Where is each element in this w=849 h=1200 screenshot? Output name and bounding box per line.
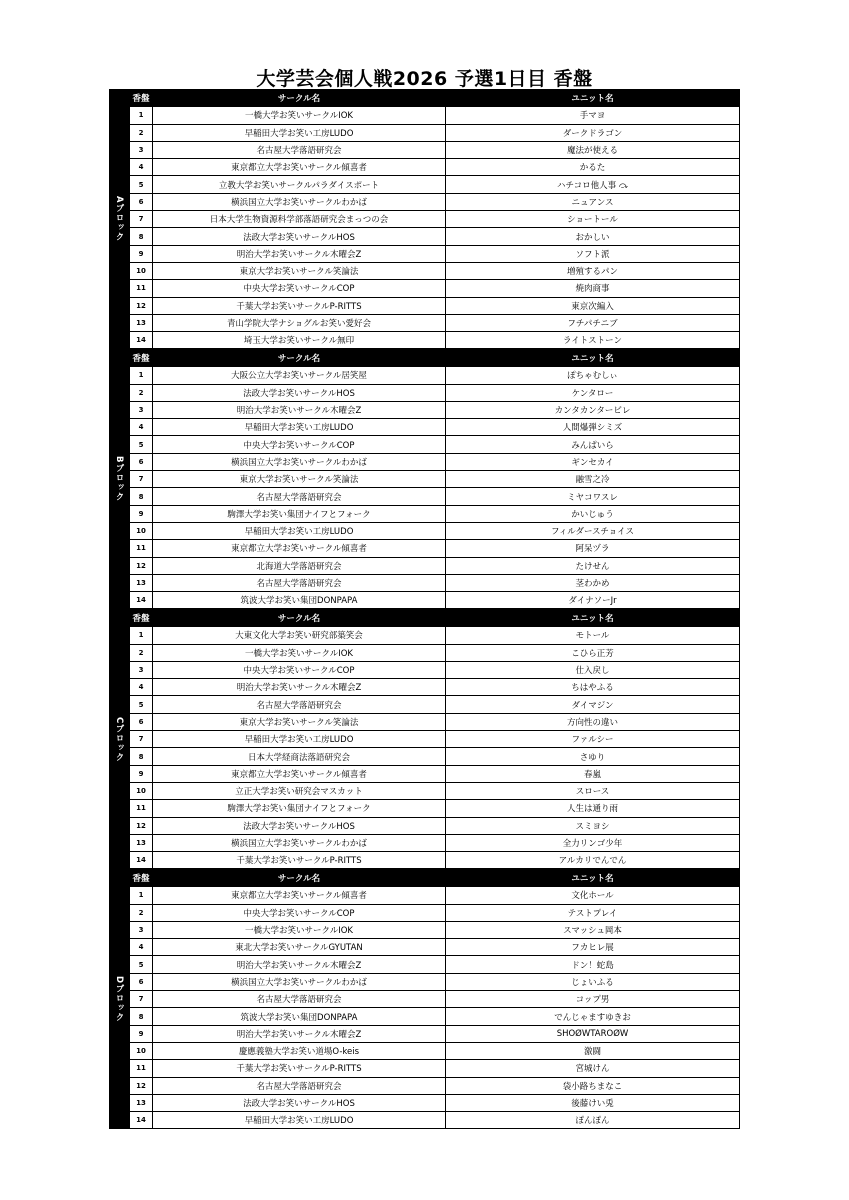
circle-name: 早稲田大学お笑い工房LUDO bbox=[153, 1112, 446, 1129]
header-circle: サークル名 bbox=[153, 870, 446, 887]
table-row bbox=[130, 713, 740, 730]
circle-name: 日本大学経商法落語研究会 bbox=[153, 748, 446, 765]
unit-name: 焼肉商事 bbox=[446, 280, 740, 297]
table-row bbox=[130, 332, 740, 349]
unit-name: ぽんぽん bbox=[446, 1112, 740, 1129]
circle-name: 慶應義塾大学お笑い道場O-keis bbox=[153, 1042, 446, 1059]
circle-name: 明治大学お笑いサークル木曜会Z bbox=[153, 1025, 446, 1042]
table-row bbox=[130, 436, 740, 453]
circle-name: 東京都立大学お笑いサークル傾喜者 bbox=[153, 540, 446, 557]
circle-name: 中央大学お笑いサークルCOP bbox=[153, 436, 446, 453]
order-number: 14 bbox=[130, 1112, 153, 1129]
unit-name: コップ男 bbox=[446, 991, 740, 1008]
unit-name: みんぱいら bbox=[446, 436, 740, 453]
block-label: Aブロック bbox=[114, 196, 124, 243]
circle-name: 千葉大学お笑いサークルP-RITTS bbox=[153, 297, 446, 314]
table-row bbox=[130, 159, 740, 176]
order-number: 1 bbox=[130, 107, 153, 124]
header-order: 香盤 bbox=[130, 90, 153, 107]
block-label: Bブロック bbox=[114, 456, 124, 502]
order-number: 3 bbox=[130, 141, 153, 158]
unit-name: テストプレイ bbox=[446, 904, 740, 921]
circle-name: 法政大学お笑いサークルHOS bbox=[153, 817, 446, 834]
table-row bbox=[130, 887, 740, 904]
table-row bbox=[130, 228, 740, 245]
order-number: 11 bbox=[130, 280, 153, 297]
order-number: 13 bbox=[130, 574, 153, 591]
order-number: 7 bbox=[130, 471, 153, 488]
unit-name: ソフト派 bbox=[446, 245, 740, 262]
block-label: Cブロック bbox=[114, 716, 124, 762]
unit-name: おかしい bbox=[446, 228, 740, 245]
unit-name: ダイナソーJr bbox=[446, 592, 740, 609]
table-row bbox=[130, 748, 740, 765]
block-1 bbox=[109, 349, 740, 609]
unit-name: ダークドラゴン bbox=[446, 124, 740, 141]
order-number: 12 bbox=[130, 817, 153, 834]
order-number: 1 bbox=[130, 887, 153, 904]
table-row bbox=[130, 574, 740, 591]
block-label-bar bbox=[109, 869, 129, 1129]
order-number: 14 bbox=[130, 332, 153, 349]
order-number: 1 bbox=[130, 627, 153, 644]
order-number: 13 bbox=[130, 314, 153, 331]
table-row bbox=[130, 696, 740, 713]
table-row bbox=[130, 1077, 740, 1094]
unit-name: でんじゃますゆきお bbox=[446, 1008, 740, 1025]
circle-name: 一橋大学お笑いサークルIOK bbox=[153, 107, 446, 124]
circle-name: 横浜国立大学お笑いサークルわかば bbox=[153, 193, 446, 210]
circle-name: 東京大学お笑いサークル笑論法 bbox=[153, 471, 446, 488]
order-number: 9 bbox=[130, 1025, 153, 1042]
order-number: 3 bbox=[130, 401, 153, 418]
header-circle: サークル名 bbox=[153, 350, 446, 367]
table-row bbox=[130, 384, 740, 401]
header-unit: ユニット名 bbox=[446, 90, 740, 107]
table-row bbox=[130, 245, 740, 262]
table-row bbox=[130, 453, 740, 470]
block-table bbox=[129, 89, 740, 349]
table-row bbox=[130, 939, 740, 956]
circle-name: 名古屋大学落語研究会 bbox=[153, 696, 446, 713]
order-number: 2 bbox=[130, 904, 153, 921]
unit-name: ギンセカイ bbox=[446, 453, 740, 470]
unit-name: 袋小路ちまなこ bbox=[446, 1077, 740, 1094]
circle-name: 法政大学お笑いサークルHOS bbox=[153, 384, 446, 401]
unit-name: アルカリでんでん bbox=[446, 852, 740, 869]
order-number: 5 bbox=[130, 176, 153, 193]
circle-name: 北海道大学落語研究会 bbox=[153, 557, 446, 574]
header-order: 香盤 bbox=[130, 870, 153, 887]
order-number: 7 bbox=[130, 991, 153, 1008]
table-row bbox=[130, 661, 740, 678]
table-row bbox=[130, 262, 740, 279]
unit-name: フチパチニブ bbox=[446, 314, 740, 331]
circle-name: 早稲田大学お笑い工房LUDO bbox=[153, 419, 446, 436]
unit-name: 茎わかめ bbox=[446, 574, 740, 591]
order-number: 4 bbox=[130, 939, 153, 956]
table-row bbox=[130, 1025, 740, 1042]
circle-name: 東北大学お笑いサークルGYUTAN bbox=[153, 939, 446, 956]
table-row bbox=[130, 141, 740, 158]
circle-name: 名古屋大学落語研究会 bbox=[153, 991, 446, 1008]
order-number: 6 bbox=[130, 453, 153, 470]
order-number: 2 bbox=[130, 124, 153, 141]
table-row bbox=[130, 1112, 740, 1129]
unit-name: 人間爆弾シミズ bbox=[446, 419, 740, 436]
table-row bbox=[130, 280, 740, 297]
order-number: 13 bbox=[130, 834, 153, 851]
order-number: 10 bbox=[130, 262, 153, 279]
unit-name: ファルシー bbox=[446, 731, 740, 748]
header-unit: ユニット名 bbox=[446, 870, 740, 887]
circle-name: 一橋大学お笑いサークルIOK bbox=[153, 921, 446, 938]
order-number: 6 bbox=[130, 713, 153, 730]
table-row bbox=[130, 852, 740, 869]
order-number: 8 bbox=[130, 748, 153, 765]
order-number: 5 bbox=[130, 956, 153, 973]
order-number: 9 bbox=[130, 765, 153, 782]
order-number: 13 bbox=[130, 1094, 153, 1111]
order-number: 6 bbox=[130, 193, 153, 210]
block-label: Dブロック bbox=[114, 976, 124, 1023]
unit-name: ちはやふる bbox=[446, 679, 740, 696]
unit-name: ドン！蛇島 bbox=[446, 956, 740, 973]
order-number: 4 bbox=[130, 159, 153, 176]
circle-name: 立教大学お笑いサークルパラダイスポート bbox=[153, 176, 446, 193]
circle-name: 一橋大学お笑いサークルIOK bbox=[153, 644, 446, 661]
table-row bbox=[130, 211, 740, 228]
table-header-row bbox=[130, 90, 740, 107]
circle-name: 東京都立大学お笑いサークル傾喜者 bbox=[153, 159, 446, 176]
table-row bbox=[130, 401, 740, 418]
table-row bbox=[130, 904, 740, 921]
block-label-bar bbox=[109, 349, 129, 609]
circle-name: 横浜国立大学お笑いサークルわかば bbox=[153, 973, 446, 990]
table-row bbox=[130, 471, 740, 488]
block-0 bbox=[109, 89, 740, 349]
order-number: 4 bbox=[130, 679, 153, 696]
unit-name: SHOØWTAROØW bbox=[446, 1025, 740, 1042]
table-row bbox=[130, 505, 740, 522]
unit-name: かいじゅう bbox=[446, 505, 740, 522]
circle-name: 早稲田大学お笑い工房LUDO bbox=[153, 731, 446, 748]
unit-name: スマッシュ岡本 bbox=[446, 921, 740, 938]
circle-name: 横浜国立大学お笑いサークルわかば bbox=[153, 453, 446, 470]
unit-name: たけせん bbox=[446, 557, 740, 574]
block-table bbox=[129, 349, 740, 609]
circle-name: 筑波大学お笑い集団DONPAPA bbox=[153, 592, 446, 609]
table-row bbox=[130, 991, 740, 1008]
table-header-row bbox=[130, 350, 740, 367]
block-table bbox=[129, 869, 740, 1129]
unit-name: さゆり bbox=[446, 748, 740, 765]
order-number: 11 bbox=[130, 540, 153, 557]
order-number: 10 bbox=[130, 1042, 153, 1059]
circle-name: 中央大学お笑いサークルCOP bbox=[153, 280, 446, 297]
order-number: 5 bbox=[130, 436, 153, 453]
header-unit: ユニット名 bbox=[446, 610, 740, 627]
table-row bbox=[130, 1008, 740, 1025]
circle-name: 明治大学お笑いサークル木曜会Z bbox=[153, 679, 446, 696]
unit-name: ニュアンス bbox=[446, 193, 740, 210]
circle-name: 筑波大学お笑い集団DONPAPA bbox=[153, 1008, 446, 1025]
circle-name: 大阪公立大学お笑いサークル居笑屋 bbox=[153, 367, 446, 384]
order-number: 5 bbox=[130, 696, 153, 713]
table-row bbox=[130, 627, 740, 644]
circle-name: 名古屋大学落語研究会 bbox=[153, 574, 446, 591]
order-number: 3 bbox=[130, 921, 153, 938]
table-row bbox=[130, 488, 740, 505]
order-number: 10 bbox=[130, 782, 153, 799]
order-number: 7 bbox=[130, 211, 153, 228]
table-row bbox=[130, 800, 740, 817]
order-number: 6 bbox=[130, 973, 153, 990]
circle-name: 日本大学生物資源科学部落語研究会まっつの会 bbox=[153, 211, 446, 228]
table-row bbox=[130, 540, 740, 557]
table-row bbox=[130, 765, 740, 782]
unit-name: フカヒレ展 bbox=[446, 939, 740, 956]
table-header-row bbox=[130, 870, 740, 887]
unit-name: ミヤコワスレ bbox=[446, 488, 740, 505]
table-row bbox=[130, 592, 740, 609]
table-row bbox=[130, 834, 740, 851]
table-row bbox=[130, 956, 740, 973]
unit-name: かるた bbox=[446, 159, 740, 176]
unit-name: 魔法が使える bbox=[446, 141, 740, 158]
table-row bbox=[130, 973, 740, 990]
table-row bbox=[130, 817, 740, 834]
table-row bbox=[130, 297, 740, 314]
order-number: 8 bbox=[130, 228, 153, 245]
table-row bbox=[130, 176, 740, 193]
circle-name: 中央大学お笑いサークルCOP bbox=[153, 904, 446, 921]
unit-name: ライトストーン bbox=[446, 332, 740, 349]
circle-name: 立正大学お笑い研究会マスカット bbox=[153, 782, 446, 799]
order-number: 2 bbox=[130, 384, 153, 401]
circle-name: 駒澤大学お笑い集団ナイフとフォーク bbox=[153, 800, 446, 817]
unit-name: ダイマジン bbox=[446, 696, 740, 713]
header-order: 香盤 bbox=[130, 350, 153, 367]
table-row bbox=[130, 644, 740, 661]
circle-name: 名古屋大学落語研究会 bbox=[153, 488, 446, 505]
table-row bbox=[130, 1042, 740, 1059]
order-number: 1 bbox=[130, 367, 153, 384]
unit-name: 人生は通り雨 bbox=[446, 800, 740, 817]
unit-name: 手マヨ bbox=[446, 107, 740, 124]
order-number: 2 bbox=[130, 644, 153, 661]
circle-name: 千葉大学お笑いサークルP-RITTS bbox=[153, 1060, 446, 1077]
order-number: 11 bbox=[130, 800, 153, 817]
order-number: 8 bbox=[130, 488, 153, 505]
circle-name: 埼玉大学お笑いサークル無印 bbox=[153, 332, 446, 349]
table-row bbox=[130, 1094, 740, 1111]
circle-name: 大東文化大学お笑い研究部築笑会 bbox=[153, 627, 446, 644]
unit-name: スミヨシ bbox=[446, 817, 740, 834]
table-row bbox=[130, 314, 740, 331]
unit-name: 全力リンゴ少年 bbox=[446, 834, 740, 851]
header-circle: サークル名 bbox=[153, 610, 446, 627]
order-number: 12 bbox=[130, 557, 153, 574]
order-number: 10 bbox=[130, 522, 153, 539]
circle-name: 東京大学お笑いサークル笑論法 bbox=[153, 262, 446, 279]
order-number: 8 bbox=[130, 1008, 153, 1025]
unit-name: カンタカンタービレ bbox=[446, 401, 740, 418]
order-number: 14 bbox=[130, 592, 153, 609]
circle-name: 千葉大学お笑いサークルP-RITTS bbox=[153, 852, 446, 869]
table-row bbox=[130, 921, 740, 938]
unit-name: 春嵐 bbox=[446, 765, 740, 782]
block-label-bar bbox=[109, 89, 129, 349]
circle-name: 東京都立大学お笑いサークル傾喜者 bbox=[153, 765, 446, 782]
unit-name: こひら正芳 bbox=[446, 644, 740, 661]
block-label-bar bbox=[109, 609, 129, 869]
unit-name: ケンタロー bbox=[446, 384, 740, 401]
order-number: 9 bbox=[130, 505, 153, 522]
circle-name: 青山学院大学ナショグルお笑い愛好会 bbox=[153, 314, 446, 331]
unit-name: 阿呆ヅラ bbox=[446, 540, 740, 557]
circle-name: 明治大学お笑いサークル木曜会Z bbox=[153, 245, 446, 262]
unit-name: 仕入戻し bbox=[446, 661, 740, 678]
circle-name: 法政大学お笑いサークルHOS bbox=[153, 1094, 446, 1111]
unit-name: 宮城けん bbox=[446, 1060, 740, 1077]
unit-name: ハチコロ他人事 ⤼ bbox=[446, 176, 740, 193]
circle-name: 早稲田大学お笑い工房LUDO bbox=[153, 124, 446, 141]
unit-name: 融雪之冷 bbox=[446, 471, 740, 488]
table-row bbox=[130, 679, 740, 696]
circle-name: 名古屋大学落語研究会 bbox=[153, 141, 446, 158]
unit-name: 増殖するパン bbox=[446, 262, 740, 279]
circle-name: 駒澤大学お笑い集団ナイフとフォーク bbox=[153, 505, 446, 522]
table-row bbox=[130, 522, 740, 539]
unit-name: モトール bbox=[446, 627, 740, 644]
order-number: 11 bbox=[130, 1060, 153, 1077]
circle-name: 法政大学お笑いサークルHOS bbox=[153, 228, 446, 245]
circle-name: 早稲田大学お笑い工房LUDO bbox=[153, 522, 446, 539]
order-number: 3 bbox=[130, 661, 153, 678]
table-row bbox=[130, 419, 740, 436]
header-unit: ユニット名 bbox=[446, 350, 740, 367]
circle-name: 東京大学お笑いサークル笑論法 bbox=[153, 713, 446, 730]
circle-name: 横浜国立大学お笑いサークルわかば bbox=[153, 834, 446, 851]
order-number: 4 bbox=[130, 419, 153, 436]
unit-name: 東京次編入 bbox=[446, 297, 740, 314]
unit-name: じょいふる bbox=[446, 973, 740, 990]
table-header-row bbox=[130, 610, 740, 627]
order-number: 7 bbox=[130, 731, 153, 748]
unit-name: スロース bbox=[446, 782, 740, 799]
table-row bbox=[130, 367, 740, 384]
table-row bbox=[130, 107, 740, 124]
unit-name: 方向性の違い bbox=[446, 713, 740, 730]
circle-name: 東京都立大学お笑いサークル傾喜者 bbox=[153, 887, 446, 904]
block-3 bbox=[109, 869, 740, 1129]
page-title: 大学芸会個人戦2026 予選1日目 香盤 bbox=[256, 68, 593, 90]
order-number: 14 bbox=[130, 852, 153, 869]
header-circle: サークル名 bbox=[153, 90, 446, 107]
unit-name: フィルダースチョイス bbox=[446, 522, 740, 539]
unit-name: ぽちゃむしぃ bbox=[446, 367, 740, 384]
circle-name: 中央大学お笑いサークルCOP bbox=[153, 661, 446, 678]
circle-name: 明治大学お笑いサークル木曜会Z bbox=[153, 956, 446, 973]
unit-name: 文化ホール bbox=[446, 887, 740, 904]
table-row bbox=[130, 557, 740, 574]
order-number: 9 bbox=[130, 245, 153, 262]
unit-name: 激闘 bbox=[446, 1042, 740, 1059]
circle-name: 名古屋大学落語研究会 bbox=[153, 1077, 446, 1094]
unit-name: ショートール bbox=[446, 211, 740, 228]
block-table bbox=[129, 609, 740, 869]
table-row bbox=[130, 124, 740, 141]
table-row bbox=[130, 731, 740, 748]
table-row bbox=[130, 782, 740, 799]
table-row bbox=[130, 1060, 740, 1077]
order-number: 12 bbox=[130, 297, 153, 314]
unit-name: 後藤けい兎 bbox=[446, 1094, 740, 1111]
header-order: 香盤 bbox=[130, 610, 153, 627]
block-2 bbox=[109, 609, 740, 869]
order-number: 12 bbox=[130, 1077, 153, 1094]
circle-name: 明治大学お笑いサークル木曜会Z bbox=[153, 401, 446, 418]
table-row bbox=[130, 193, 740, 210]
